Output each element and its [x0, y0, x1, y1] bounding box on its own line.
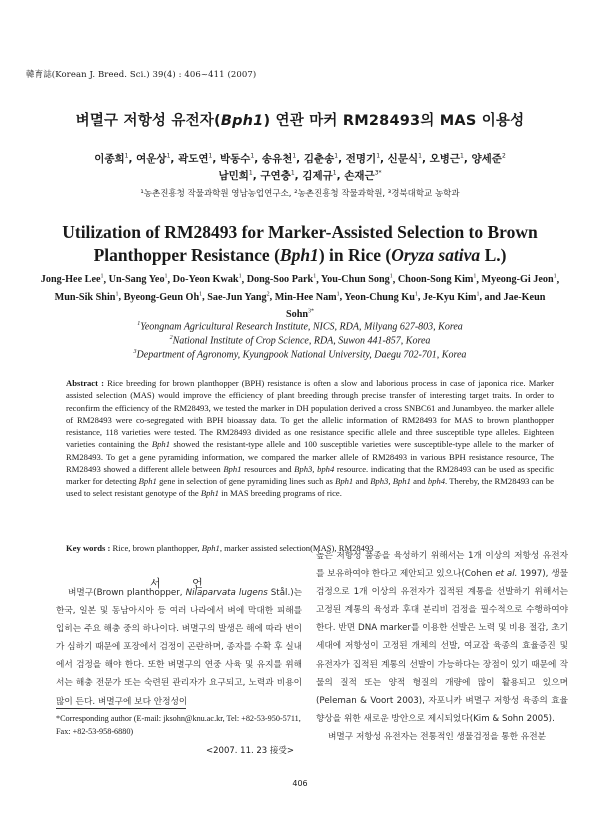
author: 구연충$^1$ — [260, 169, 295, 182]
abstract: Abstract : Rice breeding for brown planthopper (BPH) resistance is often a slow and laborious process in case of japonica rice. Marker assisted selection (MAS) would improve the efficiency of plant breeding through precise transfer of interesting target traits. In order to reconfirm the efficiency of the RM28493, we tested the marker in DH population derived a cross SNBC61 and Junambyeo. the marker allele of RM28493 were co-segregated with BPH bioassay data. To get the allelic information of RM28493 for MAS to brown planthopper resistance, 118 varieties were tested. The RM28493 divided as one resistance specific allele and three susceptible type alleles. Eighteen varieties containing the Bph1 showed the resistant-type allele and 100 susceptible varieties were susceptible-type allele to the marker of RM28493. To get a gene pyramiding information, we compared the marker allele of RM28493 in various BPH resistance resource, The RM28493 showed a different allele between Bph1 resources and Bph3, bph4 resource. indicating that the RM28493 can be used as specific marker for detecting Bph1 gene in selection of gene pyramiding lines such as Bph1 and Bph3, Bph1 and bph4. Thereby, the RM28493 can be used to select resistant genotype of the Bph1 in MAS breeding programs of rice. — [66, 378, 555, 499]
body-left-column — [56, 584, 302, 711]
abstract-label: Abstract : — [66, 378, 104, 388]
author: 신문식$^1$ — [387, 152, 422, 165]
author: 박동수$^1$ — [219, 152, 255, 165]
author: 김춘송$^1$ — [303, 152, 339, 165]
english-title-part1: Utilization of RM28493 for Marker-Assisted Selection to Brown Planthopper Resistance ( — [62, 222, 538, 265]
english-title-gene: Bph1 — [279, 245, 319, 265]
english-affiliation-2: $^2$National Institute of Crop Science, RDA, Suwon 441-857, Korea — [169, 335, 431, 347]
page-number: 406 — [292, 779, 308, 788]
author: Byeong-Geun Oh$^1$ — [123, 291, 203, 303]
author: You-Chun Song$^1$ — [320, 274, 393, 286]
author: Choon-Song Kim$^1$ — [397, 274, 477, 286]
author: 여운상$^1$ — [136, 152, 171, 165]
english-title-part2: ) in Rice ( — [318, 245, 392, 265]
korean-title-gene: Bph1 — [220, 113, 264, 129]
author: Jong-Hee Lee$^1$ — [40, 274, 104, 286]
keywords: Key words : Rice, brown planthopper, Bph1, marker assisted selection(MAS), RM28493 — [66, 543, 374, 553]
author: Sae-Jun Yang$^2$ — [207, 291, 270, 303]
author: Dong-Soo Park$^1$ — [246, 274, 317, 286]
english-authors: Jong-Hee Lee$^1$, Un-Sang Yeo$^1$, Do-Yeon Kwak$^1$, Dong-Soo Park$^1$, You-Chun Song$^1$, Choon-Song Kim$^1$, Myeong-Gi Jeon$^1$, Mun-Sik Shin$^1$, Byeong-Geun Oh$^1$, Sae-Jun Yang$^2$, Min-Hee Nam$^1$, Yeon-Chung Ku$^1$, Je-Kyu Kim$^1$, and Jae-Keun Sohn$^{3*}$ — [40, 274, 560, 321]
journal-citation: 韓育誌(Korean J. Breed. Sci.) 39(4) : 406~411 (2007) — [26, 70, 257, 80]
korean-title — [0, 109, 600, 130]
english-title — [40, 221, 560, 267]
korean-title-part1: 벼멸구 저항성 유전자( — [75, 113, 221, 129]
author: Do-Yeon Kwak$^1$ — [172, 274, 242, 286]
korean-title-part2: ) 연관 마커 RM28493의 MAS 이용성 — [263, 113, 525, 129]
author: Mun-Sik Shin$^1$ — [54, 291, 119, 303]
corresponding-author-footnote: *Corresponding author (E-mail: jksohn@knu.ac.kr, Tel: +82-53-950-5711, Fax: +82-53-958-6880) — [56, 714, 301, 736]
author: Yeon-Chung Ku$^1$ — [344, 291, 418, 303]
author: Un-Sang Yeo$^1$ — [108, 274, 168, 286]
english-affiliation-3: $^3$Department of Agronomy, Kyungpook National University, Daegu 702-701, Korea — [133, 349, 467, 361]
author: Min-Hee Nam$^1$ — [274, 291, 340, 303]
keywords-label: Key words : — [66, 543, 111, 553]
english-affiliation-1: $^1$Yeongnam Agricultural Research Institute, NICS, RDA, Milyang 627-803, Korea — [137, 321, 463, 333]
author: 김제규$^1$ — [302, 169, 337, 182]
intro-paragraph-2: 벼멸구 저항성 유전자는 전통적인 생물검정을 통한 유전분 — [328, 731, 546, 742]
korean-authors-line2: 남민희$^1$, 구연충$^1$, 김제규$^1$, 손재근$^{3*}$ — [218, 169, 382, 182]
author: 전명기$^1$ — [345, 152, 381, 165]
author: 송유천$^1$ — [261, 152, 297, 165]
intro-paragraph-continued: 높은 저항성 품종을 육성하기 위해서는 1개 이상의 저항성 유전자를 보유하여야 한다고 제안되고 있으나(Cohen et al. 1997), 생물검정으로 1개 이상의 유전자가 집적된 계통을 선발하기 위해서는 고정된 계통의 육성과 후대 분리비 검정을 필수적으로 수행하여야 한다. 반면 DNA marker를 이용한 선발은 노력 및 비용 절감, 초기세대에 저항성이 고정된 개체의 선발, 여교잡 육종의 효율증진 및 유전자가 집적된 계통의 선발이 가능하다는 장점이 있기 때문에 작물의 질적 또는 양적 형질의 개량에 많이 활용되고 있으며(Peleman & Voort 2003), 자포니카 벼멸구 저항성 육종의 효율 향상을 위한 새로운 방안으로 제시되었다(Kim & Sohn 2005). — [316, 551, 568, 724]
korean-authors-line1: 이종희$^1$, 여운상$^1$, 곽도연$^1$, 박동수$^1$, 송유천$^1$, 김춘송$^1$, 전명기$^1$, 신문식$^1$, 오병근$^1$, 양세준$^2$ — [94, 152, 506, 165]
author: Myeong-Gi Jeon$^1$ — [481, 274, 557, 286]
author: 양세준$^2$ — [471, 152, 506, 165]
footnote-rule — [56, 708, 186, 709]
author: 곽도연$^1$ — [178, 152, 213, 165]
english-title-part3: L.) — [480, 245, 507, 265]
received-date: <2007. 11. 23 接受> — [206, 746, 295, 756]
intro-paragraph-1: 벼멸구(Brown planthopper, Nilaparvata lugens Stål.)는 한국, 일본 및 동남아시아 등 여러 나라에서 벼에 막대한 피해를 입히는 주요 해충 중의 하나이다. 벼멸구의 발생은 해에 따라 변이가 심하기 때문에 포장에서 검정이 곤란하며, 종자를 수확 후 실내에서 검정을 해야 한다. 또한 벼멸구의 연중 사육 및 유지를 위해서는 해충 전문가 또는 숙련된 관리자가 요구되고, 노력과 비용이 많이 든다. 벼멸구에 보다 안정성이 — [56, 588, 302, 707]
author: 오병근$^1$ — [429, 152, 464, 165]
author: 손재근$^{3*}$ — [344, 169, 382, 182]
english-title-species: Oryza sativa — [391, 245, 481, 265]
korean-affiliations: ¹농촌진흥청 작물과학원 영남농업연구소, ²농촌진흥청 작물과학원, ³경북대학교 농학과 — [140, 189, 460, 199]
author: 남민희$^1$ — [218, 169, 253, 182]
author: and Jae-Keun Sohn$^{3*}$ — [285, 291, 546, 321]
body-right-column — [316, 547, 568, 746]
author: Je-Kyu Kim$^1$ — [422, 291, 480, 303]
author: 이종희$^1$ — [94, 152, 129, 165]
section-heading-introduction: 서 언 — [150, 577, 217, 590]
